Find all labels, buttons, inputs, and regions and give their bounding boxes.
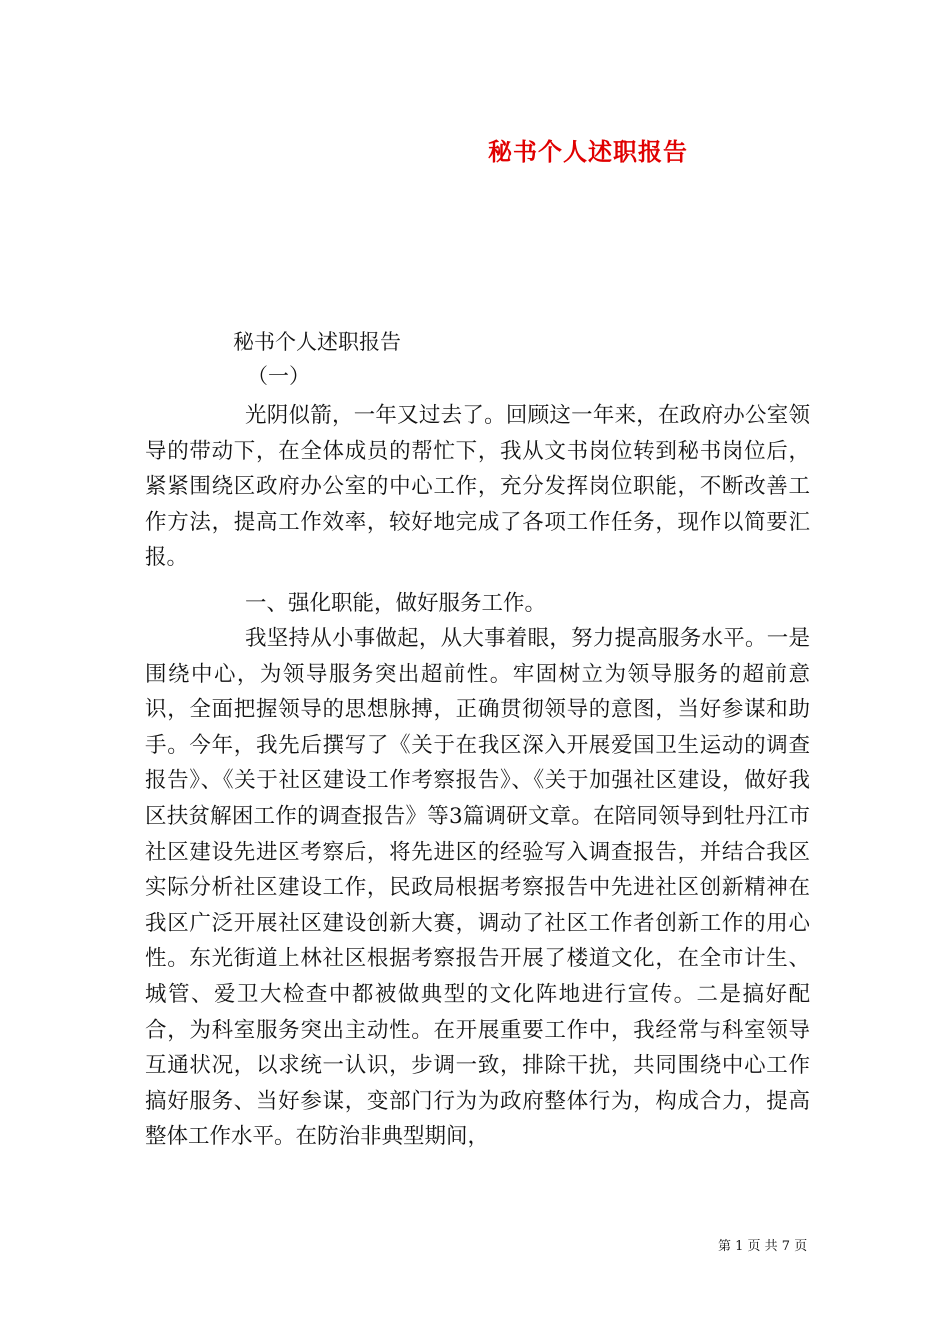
page-footer: 第 1 页 共 7 页 (718, 1239, 808, 1254)
document-subtitle: 秘书个人述职报告 (233, 330, 401, 354)
document-title: 秘书个人述职报告 (488, 137, 688, 166)
section-number: （一） (247, 364, 310, 388)
paragraph-intro: 光阴似箭，一年又过去了。回顾这一年来，在政府办公室领导的带动下，在全体成员的帮忙下，我从文书岗位转到秘书岗位后，紧紧围绕区政府办公室的中心工作，充分发挥岗位职能，不断改善工作方法，提高工作效率，较好地完成了各项工作任务，现作以简要汇报。 (145, 403, 810, 571)
section-heading: 一、强化职能，做好服务工作。 (245, 591, 547, 616)
paragraph-body: 我坚持从小事做起，从大事着眼，努力提高服务水平。一是围绕中心，为领导服务突出超前性。牢固树立为领导服务的超前意识，全面把握领导的思想脉搏，正确贯彻领导的意图，当好参谋和助手。今年，我先后撰写了《关于在我区深入开展爱国卫生运动的调查报告》、《关于社区建设工作考察报告》、《关于加强社区建设，做好我区扶贫解困工作的调查报告》等3篇调研文章。在陪同领导到牡丹江市社区建设先进区考察后，将先进区的经验写入调查报告，并结合我区实际分析社区建设工作，民政局根据考察报告中先进社区创新精神在我区广泛开展社区建设创新大赛，调动了社区工作者创新工作的用心性。东光街道上林社区根据考察报告开展了楼道文化，在全市计生、城管、爱卫大检查中都被做典型的文化阵地进行宣传。二是搞好配合，为科室服务突出主动性。在开展重要工作中，我经常与科室领导互通状况，以求统一认识，步调一致，排除干扰，共同围绕中心工作搞好服务、当好参谋，变部门行为为政府整体行为，构成合力，提高整体工作水平。在防治非典型期间， (145, 626, 810, 1150)
